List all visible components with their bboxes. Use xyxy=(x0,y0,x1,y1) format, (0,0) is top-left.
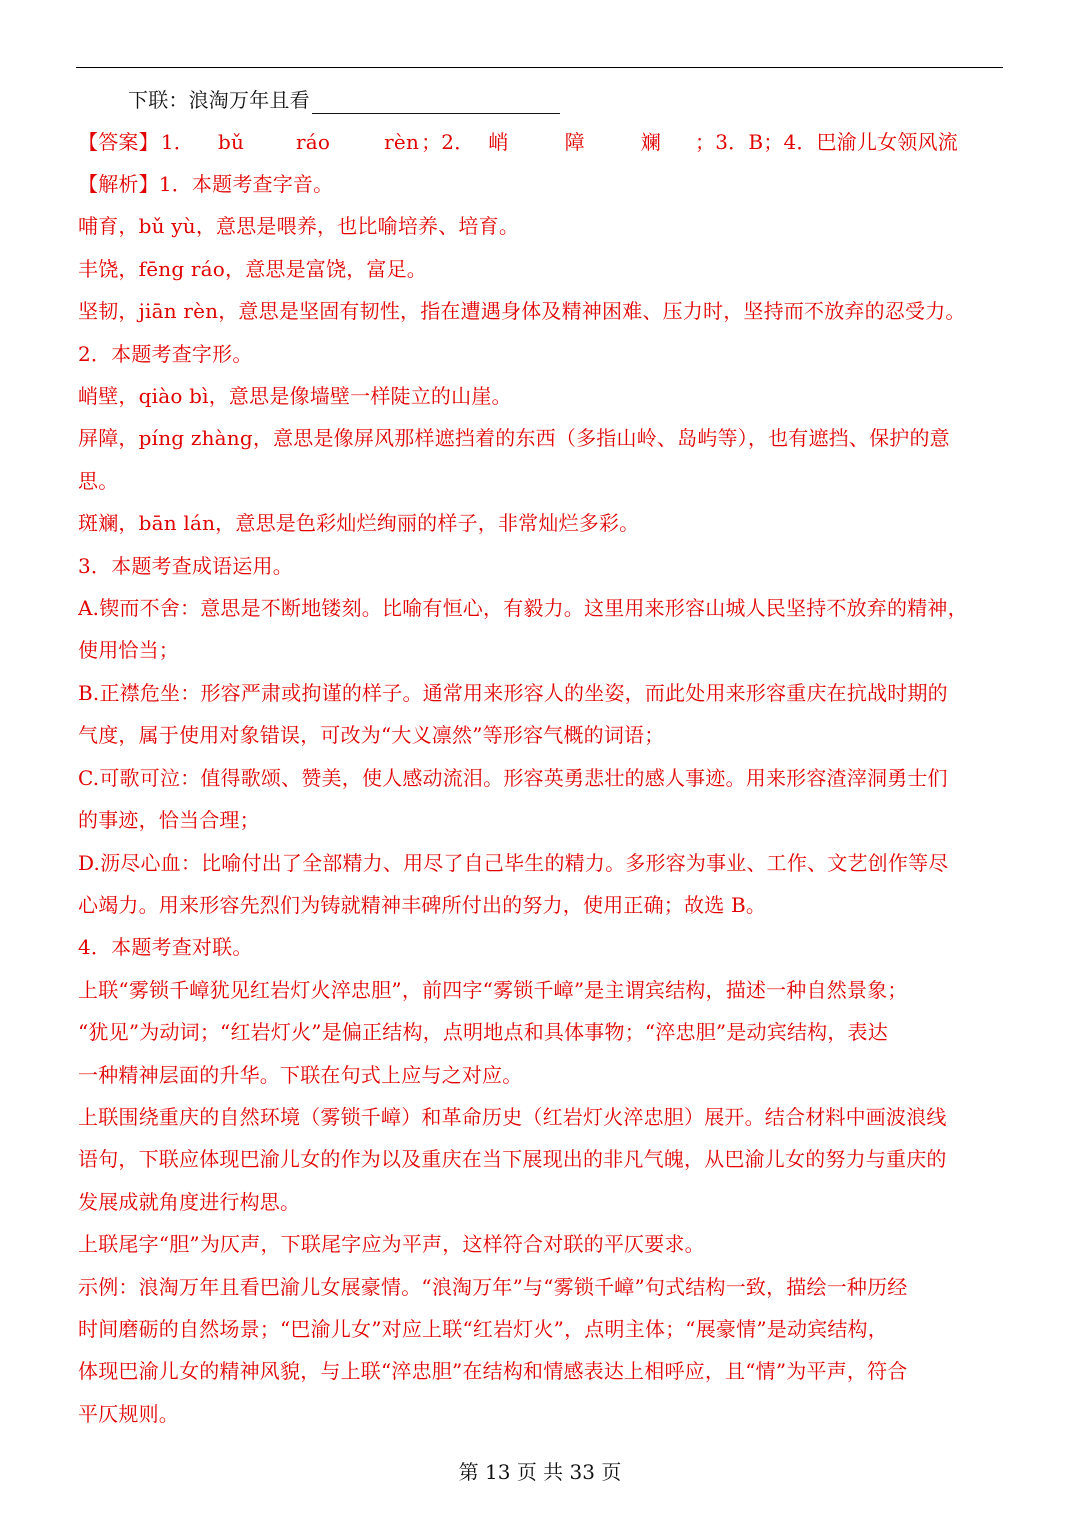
answer-sep-1: ； xyxy=(421,130,442,154)
char-2: 障 xyxy=(564,130,585,154)
pinyin-2: ráo xyxy=(296,130,331,154)
analysis-line: 2．本题考查字形。 xyxy=(78,342,253,366)
analysis-intro: 1．本题考查字音。 xyxy=(158,172,334,196)
analysis-tag: 【解析】 xyxy=(78,172,159,196)
analysis-line: 斑斓，bān lán，意思是色彩灿烂绚丽的样子，非常灿烂多彩。 xyxy=(78,511,640,535)
analysis-line: 平仄规则。 xyxy=(78,1402,179,1426)
analysis-line: 上联“雾锁千嶂犹见红岩灯火淬忠胆”，前四字“雾锁千嶂”是主谓宾结构，描述一种自然景象； xyxy=(78,978,908,1002)
answer-item3: 3．B xyxy=(715,130,764,154)
analysis-line: D.沥尽心血：比喻付出了全部精力、用尽了自己毕生的精力。多形容为事业、工作、文艺创作等尽 xyxy=(78,851,949,875)
couplet-prompt xyxy=(128,86,1056,114)
answer-item4: 4．巴渝儿女领风流 xyxy=(783,130,958,154)
header-rule xyxy=(76,67,1003,68)
analysis-line: 哺育，bǔ yù，意思是喂养，也比喻培养、培育。 xyxy=(78,214,520,238)
analysis-line: 时间磨砺的自然场景；“巴渝儿女”对应上联“红岩灯火”，点明主体；“展豪情”是动宾结构， xyxy=(78,1317,888,1341)
answer-line xyxy=(78,128,1006,156)
analysis-line: 4．本题考查对联。 xyxy=(78,935,253,959)
analysis-line: 气度，属于使用对象错误，可改为“大义凛然”等形容气概的词语； xyxy=(78,723,665,747)
page-number: 第 13 页 共 33 页 xyxy=(458,1460,622,1484)
char-1: 峭 xyxy=(488,130,509,154)
analysis-line: A.锲而不舍：意思是不断地镂刻。比喻有恒心，有毅力。这里用来形容山城人民坚持不放弃的精神， xyxy=(78,596,968,620)
analysis-line: 体现巴渝儿女的精神风貌，与上联“淬忠胆”在结构和情感表达上相呼应，且“情”为平声，符合 xyxy=(78,1359,908,1383)
analysis-line: 的事迹，恰当合理； xyxy=(78,808,260,832)
analysis-line: 心竭力。用来形容先烈们为铸就精神丰碑所付出的努力，使用正确；故选 B。 xyxy=(78,893,767,917)
analysis-line: 示例：浪淘万年且看巴渝儿女展豪情。“浪淘万年”与“雾锁千嶂”句式结构一致，描绘一种历经 xyxy=(78,1275,908,1299)
pinyin-1: bǔ xyxy=(217,130,245,154)
answer-item1-num: 1． xyxy=(160,130,194,154)
analysis-line: 发展成就角度进行构思。 xyxy=(78,1190,301,1214)
analysis-line: 语句，下联应体现巴渝儿女的作为以及重庆在当下展现出的非凡气魄，从巴渝儿女的努力与重庆的 xyxy=(78,1147,947,1171)
answer-tag: 【答案】 xyxy=(78,130,159,154)
analysis-intro-line xyxy=(78,170,1006,198)
char-3: 斓 xyxy=(640,130,661,154)
analysis-line: B.正襟危坐：形容严肃或拘谨的样子。通常用来形容人的坐姿，而此处用来形容重庆在抗战时期的 xyxy=(78,681,948,705)
analysis-line: 峭壁，qiào bì，意思是像墙壁一样陡立的山崖。 xyxy=(78,384,512,408)
analysis-line: 丰饶，fēng ráo，意思是富饶，富足。 xyxy=(78,257,428,281)
analysis-line: 使用恰当； xyxy=(78,638,179,662)
answer-sep-2: ； xyxy=(695,130,716,154)
analysis-line: 3．本题考查成语运用。 xyxy=(78,554,293,578)
analysis-line: C.可歌可泣：值得歌颂、赞美，使人感动流泪。形容英勇悲壮的感人事迹。用来形容渣滓洞勇士们 xyxy=(78,766,948,790)
answer-item2-num: 2． xyxy=(441,130,475,154)
analysis-line: “犹见”为动词；“红岩灯火”是偏正结构，点明地点和具体事物；“淬忠胆”是动宾结构，表达 xyxy=(78,1020,888,1044)
analysis-line: 一种精神层面的升华。下联在句式上应与之对应。 xyxy=(78,1063,523,1087)
analysis-line: 上联尾字“胆”为仄声，下联尾字应为平声，这样符合对联的平仄要求。 xyxy=(78,1232,705,1256)
couplet-label: 下联：浪淘万年且看 xyxy=(128,88,310,112)
pinyin-3: rèn xyxy=(384,130,420,154)
answer-blank xyxy=(312,91,560,114)
answer-sep-3: ； xyxy=(763,130,784,154)
analysis-line: 思。 xyxy=(78,469,119,493)
analysis-line: 屏障，píng zhàng，意思是像屏风那样遮挡着的东西（多指山岭、岛屿等），也有遮挡、保护的意 xyxy=(78,426,950,450)
analysis-line: 上联围绕重庆的自然环境（雾锁千嶂）和革命历史（红岩灯火淬忠胆）展开。结合材料中画波浪线 xyxy=(78,1105,947,1129)
analysis-line: 坚韧，jiān rèn，意思是坚固有韧性，指在遭遇身体及精神困难、压力时，坚持而不放弃的忍受力。 xyxy=(78,299,966,323)
